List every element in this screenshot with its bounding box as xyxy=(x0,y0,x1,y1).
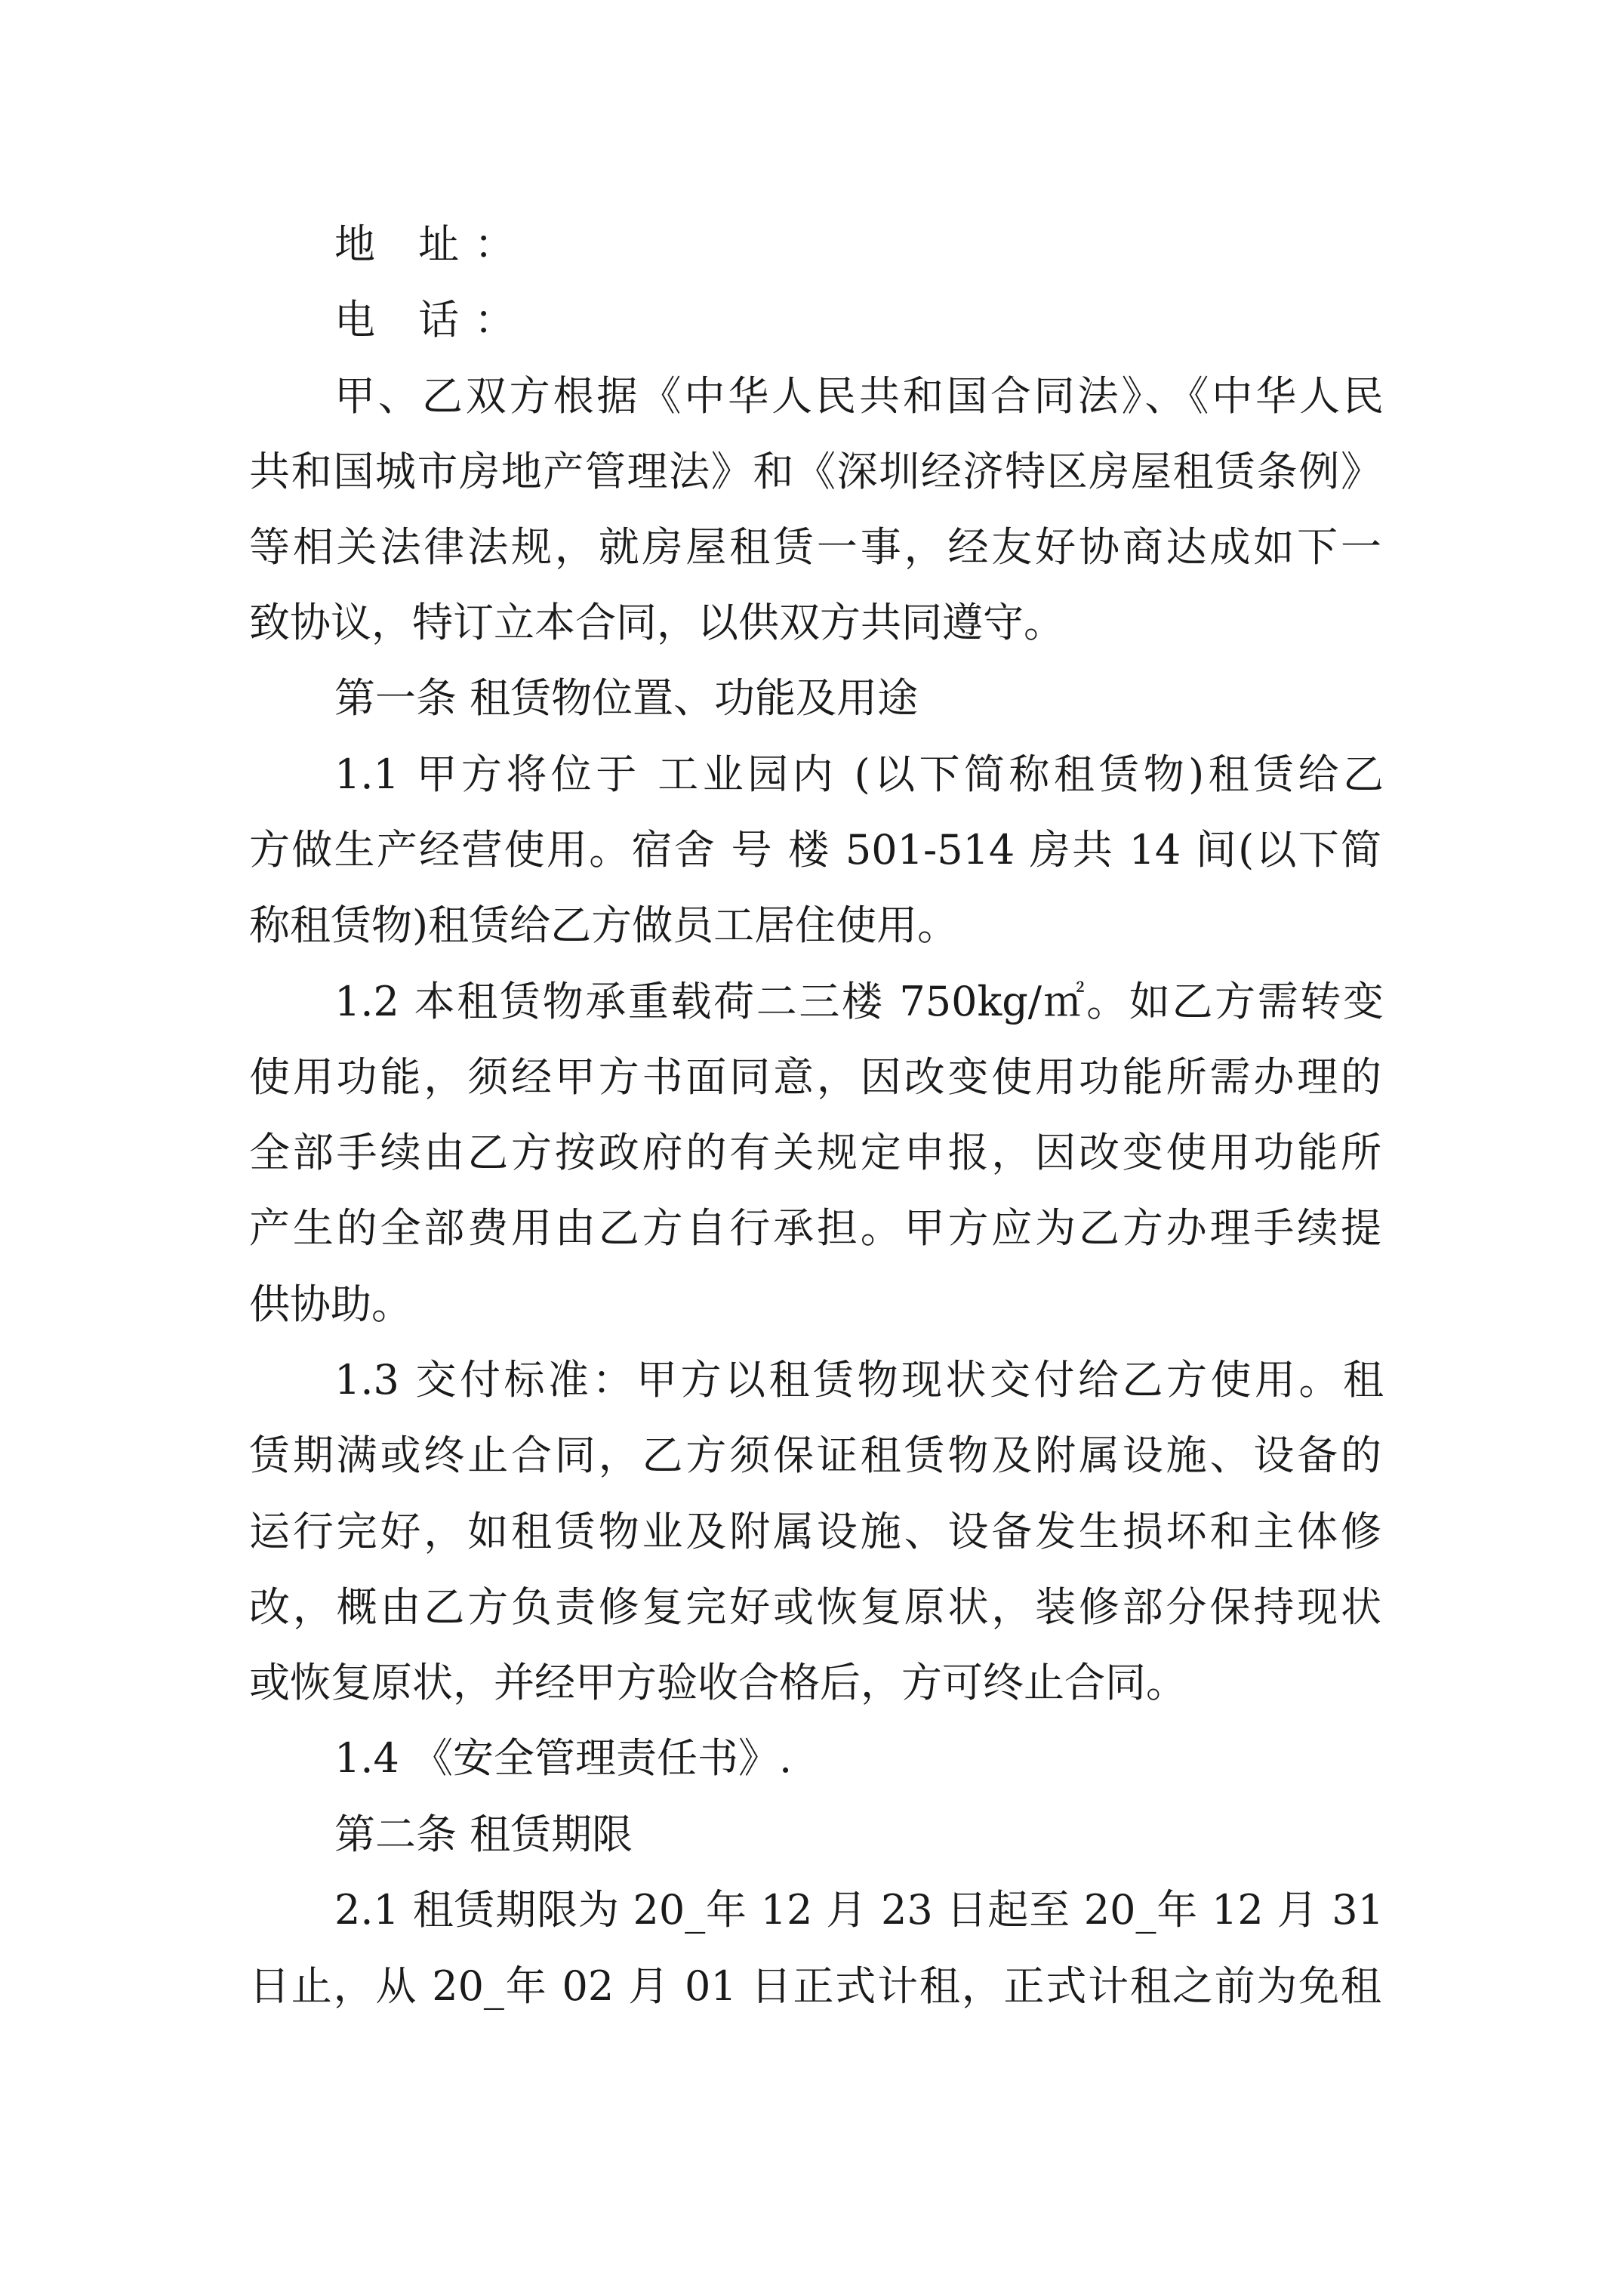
preamble-line-3: 等相关法律法规，就房屋租赁一事，经友好协商达成如下一 xyxy=(249,523,1381,571)
clause-1-3-line-5: 或恢复原状，并经甲方验收合格后，方可终止合同。 xyxy=(249,1659,1187,1706)
clause-1-3-line-3: 运行完好，如租赁物业及附属设施、设备发生损坏和主体修 xyxy=(249,1508,1381,1555)
clause-2-1-line-2: 日止，从 20_年 02 月 01 日正式计租，正式计租之前为免租 xyxy=(249,1962,1381,2010)
clause-1-4: 1.4 《安全管理责任书》. xyxy=(334,1734,793,1782)
preamble-line-4: 致协议，特订立本合同，以供双方共同遵守。 xyxy=(249,599,1064,646)
clause-1-1-line-1: 1.1 甲方将位于 工业园内 (以下简称租赁物)租赁给乙 xyxy=(334,750,1384,798)
clause-1-2-line-4: 产生的全部费用由乙方自行承担。甲方应为乙方办理手续提 xyxy=(249,1204,1381,1252)
phone-label: 电 话： xyxy=(334,296,531,344)
clause-2-1-line-1: 2.1 租赁期限为 20_年 12 月 23 日起至 20_年 12 月 31 xyxy=(334,1886,1384,1934)
clause-1-2-line-3: 全部手续由乙方按政府的有关规定申报，因改变使用功能所 xyxy=(249,1129,1381,1176)
article-1-heading: 第一条 租赁物位置、功能及用途 xyxy=(334,674,919,722)
preamble-line-1: 甲、乙双方根据《中华人民共和国合同法》、《中华人民 xyxy=(334,372,1384,420)
clause-1-2-line-5: 供协助。 xyxy=(249,1281,412,1328)
article-2-heading: 第二条 租赁期限 xyxy=(334,1811,633,1858)
clause-1-3-line-1: 1.3 交付标准：甲方以租赁物现状交付给乙方使用。租 xyxy=(334,1356,1384,1404)
clause-1-1-line-3: 称租赁物)租赁给乙方做员工居住使用。 xyxy=(249,901,959,949)
clause-1-2-line-1: 1.2 本租赁物承重载荷二三楼 750kg/㎡。如乙方需转变 xyxy=(334,978,1384,1025)
clause-1-3-line-2: 赁期满或终止合同，乙方须保证租赁物及附属设施、设备的 xyxy=(249,1432,1381,1479)
clause-1-3-line-4: 改，概由乙方负责修复完好或恢复原状，装修部分保持现状 xyxy=(249,1583,1381,1631)
clause-1-1-line-2: 方做生产经营使用。宿舍 号 楼 501-514 房共 14 间(以下简 xyxy=(249,826,1381,874)
address-label: 地 址： xyxy=(334,220,531,268)
clause-1-2-line-2: 使用功能，须经甲方书面同意，因改变使用功能所需办理的 xyxy=(249,1053,1381,1101)
preamble-line-2: 共和国城市房地产管理法》和《深圳经济特区房屋租赁条例》 xyxy=(249,448,1381,495)
